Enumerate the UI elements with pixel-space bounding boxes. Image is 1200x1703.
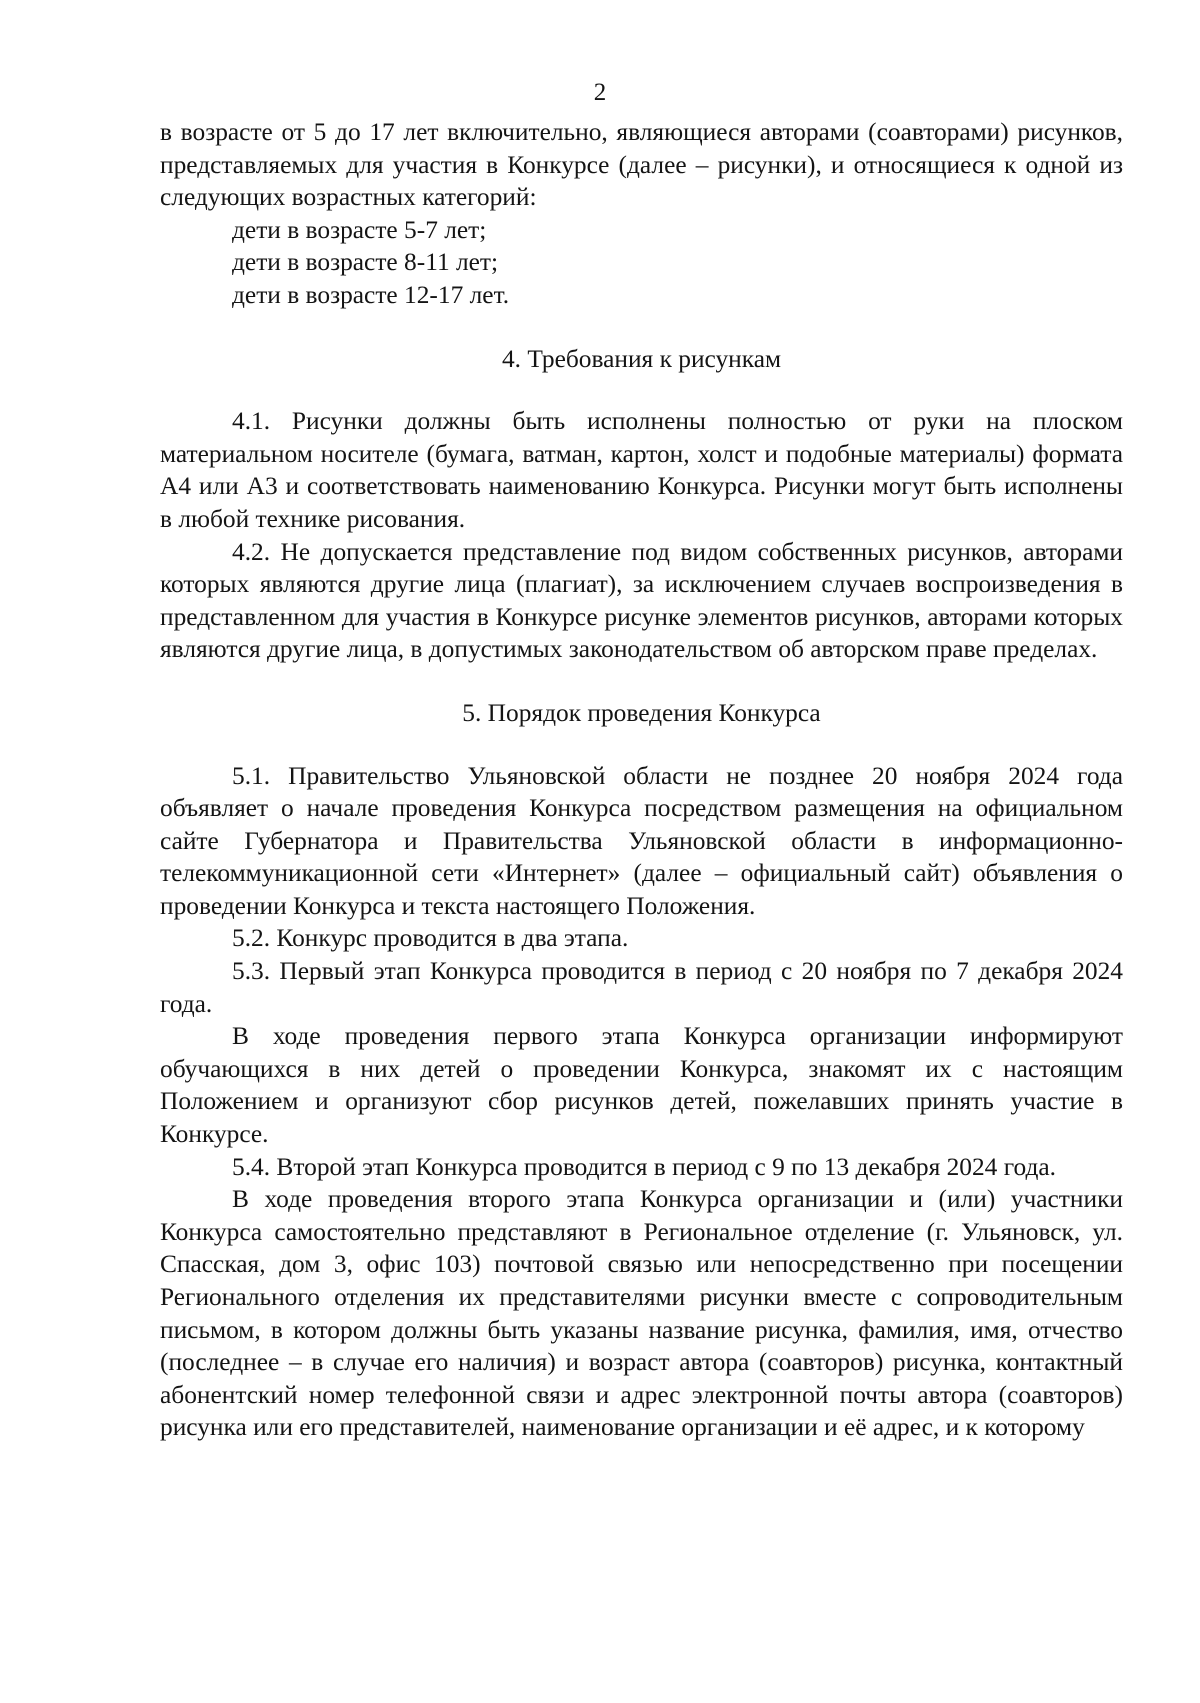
- clause-paragraph: В ходе проведения второго этапа Конкурса организации и (или) участники Конкурса самостоятельно представляют в Региональное отделение (г. Ульяновск, ул. Спасская, дом 3, офис 103) почтовой связью или непосредственно при посещении Регионального отделения их представителями рисунки вместе с сопроводительным письмом, в котором должны быть указаны название рисунка, фамилия, имя, отчество (последнее – в случае его наличия) и возраст автора (соавторов) рисунка, контактный абонентский номер телефонной связи и адрес электронной почты автора (соавторов) рисунка или его представителей, наименование организации и её адрес, и к которому: [160, 1185, 1123, 1442]
- age-category-item: дети в возрасте 5-7 лет;: [232, 215, 487, 244]
- section-procedure: [160, 697, 1123, 1444]
- section-heading: 4. Требования к рисункам: [501, 344, 782, 373]
- page-number: 2: [593, 79, 607, 106]
- age-category-item: дети в возрасте 12-17 лет.: [232, 280, 510, 309]
- clause-paragraph: 5.3. Первый этап Конкурса проводится в период с 20 ноября по 7 декабря 2024 года.: [160, 957, 1123, 1018]
- clause-paragraph: 5.4. Второй этап Конкурса проводится в период с 9 по 13 декабря 2024 года.: [232, 1152, 1057, 1181]
- document-body: [160, 116, 1123, 1444]
- section-requirements: [160, 343, 1123, 666]
- intro-block: [160, 116, 1123, 312]
- intro-paragraph: в возрасте от 5 до 17 лет включительно, являющиеся авторами (соавторами) рисунков, представляемых для участия в Конкурсе (далее – рисунки), и относящиеся к одной из следующих возрастных категорий:: [160, 118, 1123, 212]
- section-heading: 5. Порядок проведения Конкурса: [462, 698, 821, 727]
- clause-paragraph: 5.1. Правительство Ульяновской области не позднее 20 ноября 2024 года объявляет о начале проведения Конкурса посредством размещения на официальном сайте Губернатора и Правительства Ульяновской области в информационно-телекоммуникационной сети «Интернет» (далее – официальный сайт) объявления о проведении Конкурса и текста настоящего Положения.: [160, 761, 1123, 920]
- age-category-item: дети в возрасте 8-11 лет;: [232, 248, 499, 277]
- clause-paragraph: 4.2. Не допускается представление под видом собственных рисунков, авторами которых являются другие лица (плагиат), за исключением случаев воспроизведения в представленном для участия в Конкурсе рисунке элементов рисунков, авторами которых являются другие лица, в допустимых законодательством об авторском праве пределах.: [160, 537, 1123, 664]
- clause-paragraph: 4.1. Рисунки должны быть исполнены полностью от руки на плоском материальном носителе (бумага, ватман, картон, холст и подобные материалы) формата А4 или А3 и соответствовать наименованию Конкурса. Рисунки могут быть исполнены в любой технике рисования.: [160, 407, 1123, 533]
- clause-paragraph: 5.2. Конкурс проводится в два этапа.: [232, 924, 629, 953]
- clause-paragraph: В ходе проведения первого этапа Конкурса организации информируют обучающихся в них детей о проведении Конкурса, знакомят их с настоящим Положением и организуют сбор рисунков детей, пожелавших принять участие в Конкурсе.: [160, 1022, 1123, 1149]
